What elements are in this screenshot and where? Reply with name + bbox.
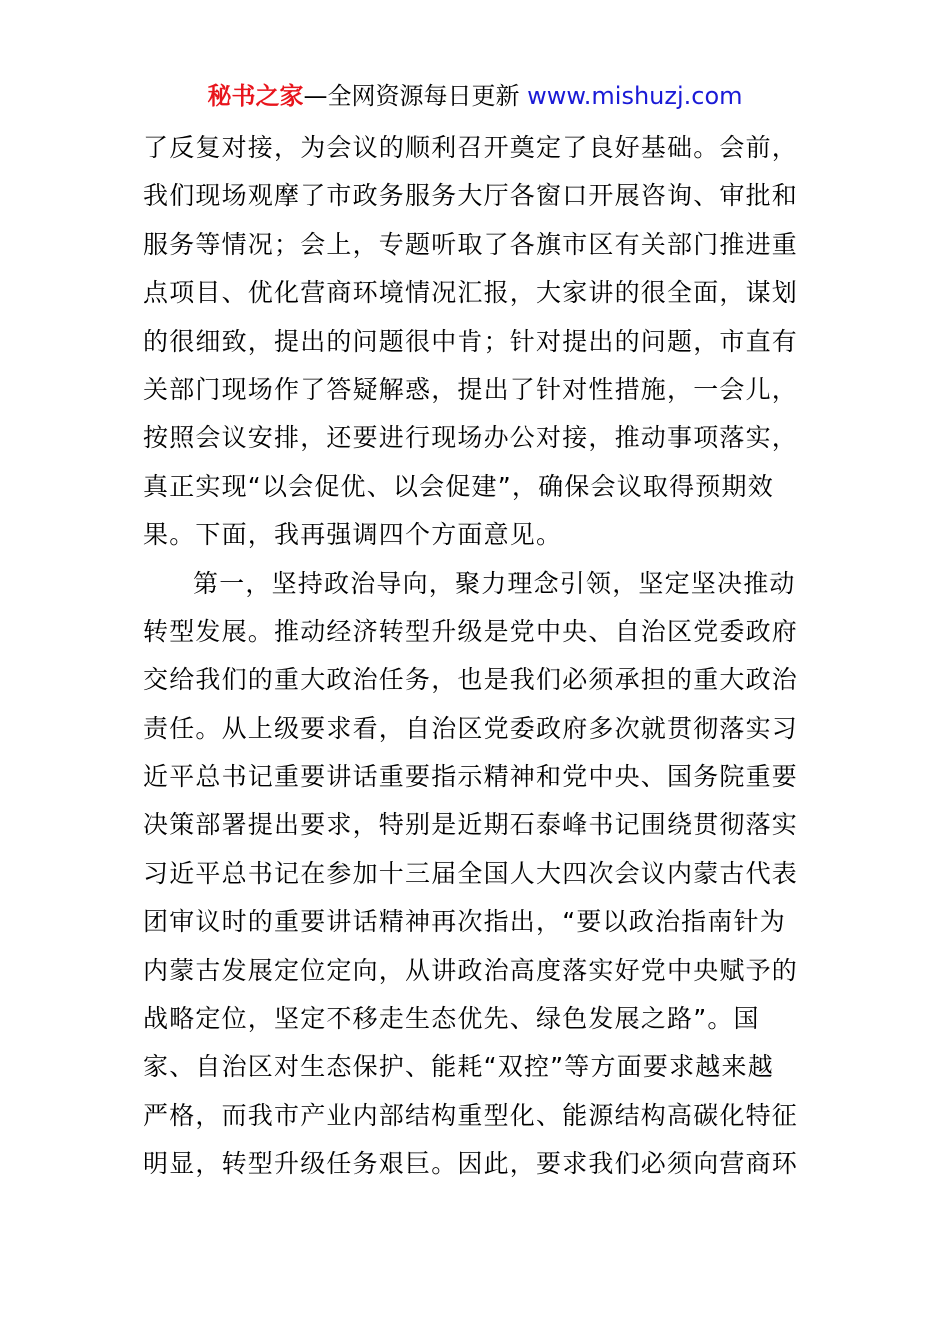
- text-line: 点项目、优化营商环境情况汇报，大家讲的很全面，谋划: [143, 278, 799, 308]
- text-line: 责任。从上级要求看，自治区党委政府多次就贯彻落实习: [143, 713, 799, 743]
- text-line: 决策部署提出要求，特别是近期石泰峰书记围绕贯彻落实: [143, 810, 799, 840]
- text-line: 转型发展。推动经济转型升级是党中央、自治区党委政府: [143, 616, 799, 646]
- site-url-link[interactable]: www.mishuzj.com: [527, 82, 743, 110]
- text-line: 近平总书记重要讲话重要指示精神和党中央、国务院重要: [143, 762, 799, 792]
- text-line: 真正实现“以会促优、以会促建”，确保会议取得预期效: [143, 471, 774, 501]
- text-line: 我们现场观摩了市政务服务大厅各窗口开展咨询、审批和: [143, 181, 799, 211]
- text-line: 习近平总书记在参加十三届全国人大四次会议内蒙古代表: [143, 858, 799, 888]
- text-line: 团审议时的重要讲话精神再次指出，“要以政治指南针为: [143, 907, 786, 937]
- text-line: 的很细致，提出的问题很中肯；针对提出的问题，市直有: [143, 326, 799, 356]
- text-line: 关部门现场作了答疑解惑，提出了针对性措施，一会儿，: [143, 374, 799, 404]
- text-line: 家、自治区对生态保护、能耗“双控”等方面要求越来越: [143, 1052, 774, 1082]
- text-line: 严格，而我市产业内部结构重型化、能源结构高碳化特征: [143, 1100, 799, 1130]
- page-header: [0, 80, 950, 112]
- text-line: 了反复对接，为会议的顺利召开奠定了良好基础。会前，: [143, 133, 799, 162]
- text-line: 服务等情况；会上，专题听取了各旗市区有关部门推进重: [143, 229, 799, 259]
- text-line: 明显，转型升级任务艰巨。因此，要求我们必须向营商环: [143, 1149, 799, 1179]
- header-tagline: —全网资源每日更新: [303, 82, 520, 110]
- text-line: 内蒙古发展定位定向，从讲政治高度落实好党中央赋予的: [143, 955, 799, 985]
- text-line: 果。下面，我再强调四个方面意见。: [143, 520, 563, 550]
- document-body: [143, 124, 807, 1189]
- text-line: 战略定位，坚定不移走生态优先、绿色发展之路”。国: [143, 1004, 760, 1034]
- text-line: 按照会议安排，还要进行现场办公对接，推动事项落实，: [143, 423, 799, 453]
- brand-name: 秘书之家: [207, 82, 304, 110]
- paragraph-start-line: 第一，坚持政治导向，聚力理念引领，坚定坚决推动: [193, 568, 796, 598]
- text-line: 交给我们的重大政治任务，也是我们必须承担的重大政治: [143, 665, 799, 695]
